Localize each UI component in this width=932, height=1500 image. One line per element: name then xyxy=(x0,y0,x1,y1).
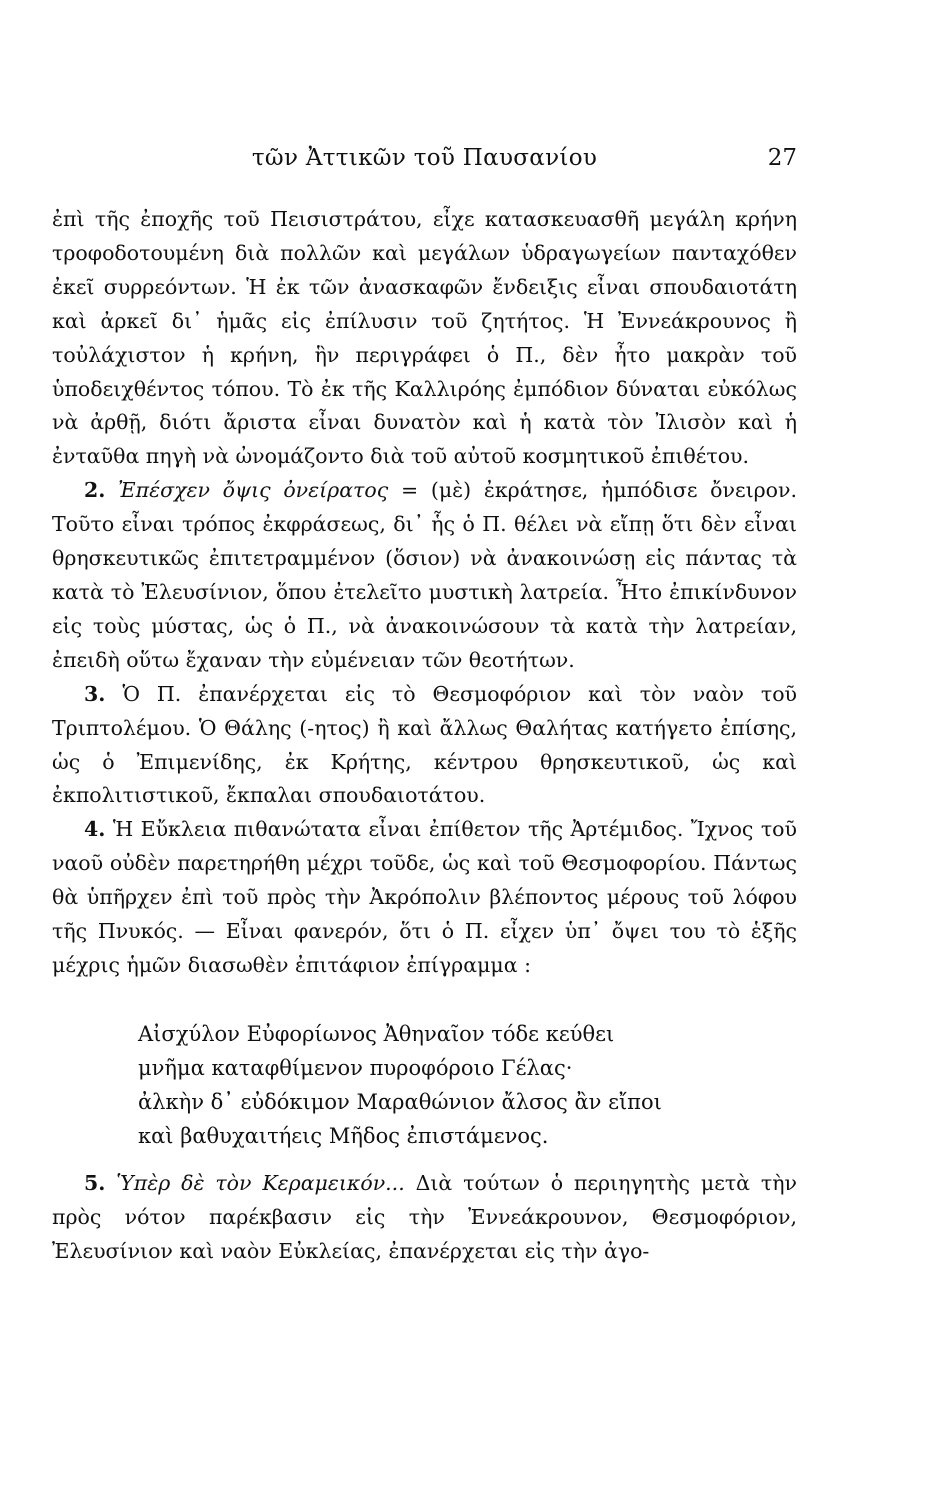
verse-line: ἀλκὴν δ᾽ εὐδόκιμον Μαραθώνιον ἄλσος ἂν εἴποι xyxy=(138,1089,662,1114)
page-number: 27 xyxy=(767,145,797,171)
running-title: τῶν Ἀττικῶν τοῦ Παυσανίου xyxy=(251,145,598,171)
note-text: = (μὲ) ἐκράτησε, ἠμπόδισε ὄνειρον. Τοῦτο εἶναι τρόπος ἐκφράσεως, δι᾽ ἧς ὁ Π. θέλει νὰ εἴπῃ ὅτι δὲν εἶναι θρησκευτικῶς ἐπιτετραμμένον (ὅσιον) νὰ ἀνακοινώσῃ εἰς πάντας τὰ κατὰ τὸ Ἐλευσίνιον, ὅπου ἐτελεῖτο μυστικὴ λατρεία. Ἦτο ἐπικίνδυνον εἰς τοὺς μύστας, ὡς ὁ Π., νὰ ἀνακοινώσουν τὰ κατὰ τὴν λατρείαν, ἐπειδὴ οὕτω ἔχαναν τὴν εὐμένειαν τῶν θεοτήτων. xyxy=(52,478,797,672)
paragraph-text: ἐπὶ τῆς ἐποχῆς τοῦ Πεισιστράτου, εἶχε κατασκευασθῆ μεγάλη κρήνη τροφοδοτουμένη διὰ πολλῶν καὶ μεγάλων ὑδραγωγείων πανταχόθεν ἐκεῖ συρρεόντων. Ἡ ἐκ τῶν ἀνασκαφῶν ἔνδειξις εἶναι σπουδαιοτάτη καὶ ἀρκεῖ δι᾽ ἡμᾶς εἰς ἐπίλυσιν τοῦ ζητήτος. Ἡ Ἐννεάκρουνος ἢ τοὐλάχιστον ἡ κρήνη, ἣν περιγράφει ὁ Π., δὲν ἦτο μακρὰν τοῦ ὑποδειχθέντος τόπου. Τὸ ἐκ τῆς Καλλιρόης ἐμπόδιον δύναται εὐκόλως νὰ ἀρθῇ, διότι ἄριστα εἶναι δυνατὸν καὶ ἡ κατὰ τὸν Ἰλισὸν καὶ ἡ ἐνταῦθα πηγὴ νὰ ὠνομάζοντο διὰ τοῦ αὐτοῦ κοσμητικοῦ ἐπιθέτου. xyxy=(52,207,797,469)
note-lemma: Ὑπὲρ δὲ τὸν Κεραμεικόν... xyxy=(116,1170,405,1195)
note-lemma: Ἐπέσχεν ὄψις ὀνείρατος xyxy=(118,478,389,503)
verse-line: Αἰσχύλον Εὐφορίωνος Ἀθηναῖον τόδε κεύθει xyxy=(138,1021,615,1046)
verse-line: καὶ βαθυχαιτήεις Μῆδος ἐπιστάμενος. xyxy=(138,1123,549,1148)
paragraph-continued xyxy=(52,203,797,474)
note-4 xyxy=(52,813,797,983)
note-number: 4. xyxy=(84,817,106,842)
note-number: 5. xyxy=(84,1170,106,1195)
note-2 xyxy=(52,474,797,677)
verse-line: μνῆμα καταφθίμενον πυροφόροιο Γέλας· xyxy=(138,1055,573,1080)
note-number: 3. xyxy=(84,681,106,706)
note-text: Ὁ Π. ἐπανέρχεται εἰς τὸ Θεσμοφόριον καὶ τὸν ναὸν τοῦ Τριπτολέμου. Ὁ Θάλης (-ητος) ἢ καὶ ἄλλως Θαλήτας κατήγετο ἐπίσης, ὡς ὁ Ἐπιμενίδης, ἐκ Κρήτης, κέντρου θρησκευτικοῦ, ὡς καὶ ἐκπολιτιστικοῦ, ἔκπαλαι σπουδαιοτάτου. xyxy=(52,681,797,808)
epitaph-verse xyxy=(138,1017,797,1153)
note-text: Διὰ τούτων ὁ περιηγητὴς μετὰ τὴν πρὸς νότον παρέκβασιν εἰς τὴν Ἐννεάκρουνον, Θεσμοφόριον, Ἐλευσίνιον καὶ ναὸν Εὐκλείας, ἐπανέρχεται εἰς τὴν ἀγο- xyxy=(52,1170,797,1263)
note-3 xyxy=(52,678,797,814)
body-text xyxy=(52,203,797,1269)
running-header xyxy=(52,145,797,179)
note-number: 2. xyxy=(84,478,106,503)
note-text: Ἡ Εὔκλεια πιθανώτατα εἶναι ἐπίθετον τῆς Ἀρτέμιδος. Ἴχνος τοῦ ναοῦ οὐδὲν παρετηρήθη μέχρι τοῦδε, ὡς καὶ τοῦ Θεσμοφορίου. Πάντως θὰ ὑπῆρχεν ἐπὶ τοῦ πρὸς τὴν Ἀκρόπολιν βλέποντος μέρους τοῦ λόφου τῆς Πνυκός. — Εἶναι φανερόν, ὅτι ὁ Π. εἶχεν ὑπ᾽ ὄψει του τὸ ἑξῆς μέχρις ἡμῶν διασωθὲν ἐπιτάφιον ἐπίγραμμα : xyxy=(52,817,797,977)
note-5 xyxy=(52,1167,797,1269)
